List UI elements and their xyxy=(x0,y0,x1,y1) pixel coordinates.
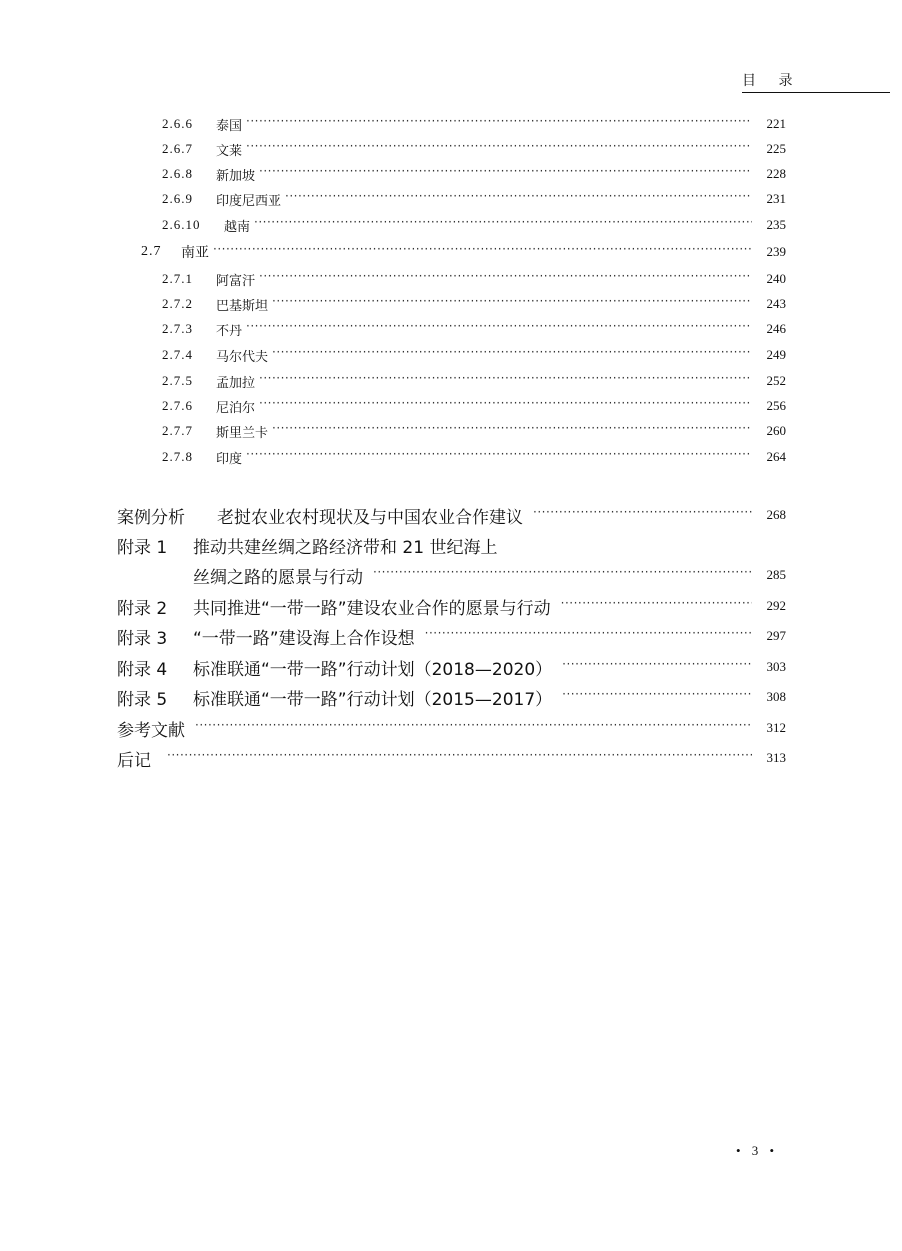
entry-page: 228 xyxy=(766,166,786,181)
entry-number: 2.7.1 xyxy=(162,271,193,286)
major-title: 标准联通“一带一路”行动计划（2015—2017） xyxy=(193,689,553,710)
entry-title: 印度 xyxy=(216,451,243,467)
dot-leader xyxy=(272,424,752,438)
major-tag: 附录 2 xyxy=(117,598,168,619)
major-tag: 参考文献 xyxy=(117,720,185,741)
toc-entry[interactable] xyxy=(162,138,786,160)
toc-major-entry-line2[interactable] xyxy=(193,562,786,588)
major-page: 313 xyxy=(766,750,786,765)
major-page: 303 xyxy=(766,659,786,674)
entry-page: 221 xyxy=(766,116,786,131)
entry-page: 235 xyxy=(766,217,786,232)
entry-page: 260 xyxy=(766,423,786,438)
major-title: “一带一路”建设海上合作设想 xyxy=(193,628,415,649)
entry-title: 印度尼西亚 xyxy=(216,193,282,209)
entry-number: 2.7.6 xyxy=(162,398,193,413)
major-page: 285 xyxy=(766,567,786,582)
entry-title: 泰国 xyxy=(216,118,243,134)
dot-leader xyxy=(425,629,752,643)
major-tag: 附录 1 xyxy=(117,537,168,558)
entry-page: 231 xyxy=(766,191,786,206)
entry-page: 246 xyxy=(766,321,786,336)
section-number: 2.7 xyxy=(141,244,162,259)
dot-leader xyxy=(562,660,752,674)
major-title: 标准联通“一带一路”行动计划（2018—2020） xyxy=(193,659,553,680)
entry-title: 不丹 xyxy=(216,323,243,339)
entry-number: 2.7.2 xyxy=(162,296,193,311)
entry-title: 文莱 xyxy=(216,143,243,159)
toc-entry[interactable] xyxy=(162,370,786,392)
major-tag: 附录 3 xyxy=(117,628,168,649)
major-page: 312 xyxy=(766,720,786,735)
entry-title: 孟加拉 xyxy=(216,375,256,391)
entry-title: 越南 xyxy=(224,219,251,235)
dot-leader xyxy=(259,167,752,181)
toc-major-entry[interactable] xyxy=(117,654,786,680)
toc-entry[interactable] xyxy=(162,163,786,185)
entry-title: 尼泊尔 xyxy=(216,400,256,416)
dot-leader xyxy=(373,568,752,582)
entry-title: 马尔代夫 xyxy=(216,349,269,365)
toc-major-entry[interactable] xyxy=(117,502,786,528)
major-page: 268 xyxy=(766,507,786,522)
running-header xyxy=(742,66,890,93)
dot-leader xyxy=(246,322,752,336)
entry-title: 斯里兰卡 xyxy=(216,425,269,441)
page-number: • 3 • xyxy=(736,1143,779,1158)
toc-entry[interactable] xyxy=(162,318,786,340)
entry-number: 2.7.7 xyxy=(162,423,193,438)
header-title: 目 录 xyxy=(742,73,802,89)
dot-leader xyxy=(285,192,752,206)
toc-major-entry-line1[interactable] xyxy=(117,532,786,558)
dot-leader xyxy=(195,721,752,735)
dot-leader xyxy=(259,374,752,388)
dot-leader xyxy=(259,272,752,286)
dot-leader xyxy=(167,751,752,765)
dot-leader xyxy=(213,245,752,259)
entry-number: 2.6.8 xyxy=(162,166,193,181)
entry-title: 巴基斯坦 xyxy=(216,298,269,314)
toc-entry[interactable] xyxy=(162,293,786,315)
entry-number: 2.6.6 xyxy=(162,116,193,131)
toc-entry[interactable] xyxy=(162,268,786,290)
section-page: 239 xyxy=(766,244,786,259)
major-tag: 附录 5 xyxy=(117,689,168,710)
toc-entry[interactable] xyxy=(162,420,786,442)
entry-title: 阿富汗 xyxy=(216,273,256,289)
major-tag: 后记 xyxy=(117,750,151,771)
dot-leader xyxy=(246,142,752,156)
major-tag: 案例分析 xyxy=(117,507,185,528)
entry-page: 252 xyxy=(766,373,786,388)
toc-major-entry[interactable] xyxy=(117,593,786,619)
entry-title: 新加坡 xyxy=(216,168,256,184)
entry-page: 240 xyxy=(766,271,786,286)
toc-major-entry[interactable] xyxy=(117,623,786,649)
toc-major-entry[interactable] xyxy=(117,715,786,741)
major-page: 292 xyxy=(766,598,786,613)
dot-leader xyxy=(246,450,752,464)
toc-major-entry[interactable] xyxy=(117,745,786,771)
toc-section[interactable] xyxy=(141,241,786,263)
toc-major-entry[interactable] xyxy=(117,684,786,710)
major-title: 老挝农业农村现状及与中国农业合作建议 xyxy=(217,507,523,528)
dot-leader xyxy=(254,218,752,232)
dot-leader xyxy=(272,297,752,311)
major-page: 297 xyxy=(766,628,786,643)
entry-number: 2.6.7 xyxy=(162,141,193,156)
dot-leader xyxy=(562,690,752,704)
major-tag: 附录 4 xyxy=(117,659,168,680)
toc-entry[interactable] xyxy=(162,446,786,468)
toc-entry[interactable] xyxy=(162,395,786,417)
dot-leader xyxy=(533,508,752,522)
entry-page: 256 xyxy=(766,398,786,413)
toc-entry[interactable] xyxy=(162,188,786,210)
major-title: 推动共建丝绸之路经济带和 21 世纪海上 xyxy=(193,537,498,558)
entry-number: 2.6.9 xyxy=(162,191,193,206)
dot-leader xyxy=(272,348,752,362)
entry-number: 2.7.5 xyxy=(162,373,193,388)
major-page: 308 xyxy=(766,689,786,704)
entry-page: 249 xyxy=(766,347,786,362)
toc-entry[interactable] xyxy=(162,113,786,135)
major-title-continued: 丝绸之路的愿景与行动 xyxy=(193,567,363,588)
dot-leader xyxy=(561,599,752,613)
entry-number: 2.7.4 xyxy=(162,347,193,362)
major-title: 共同推进“一带一路”建设农业合作的愿景与行动 xyxy=(193,598,551,619)
section-title: 南亚 xyxy=(181,245,209,261)
dot-leader xyxy=(246,117,752,131)
entry-page: 225 xyxy=(766,141,786,156)
toc-entry[interactable] xyxy=(162,214,786,236)
dot-leader xyxy=(259,399,752,413)
entry-page: 264 xyxy=(766,449,786,464)
entry-number: 2.6.10 xyxy=(162,217,201,232)
toc-entry[interactable] xyxy=(162,344,786,366)
entry-page: 243 xyxy=(766,296,786,311)
entry-number: 2.7.3 xyxy=(162,321,193,336)
entry-number: 2.7.8 xyxy=(162,449,193,464)
